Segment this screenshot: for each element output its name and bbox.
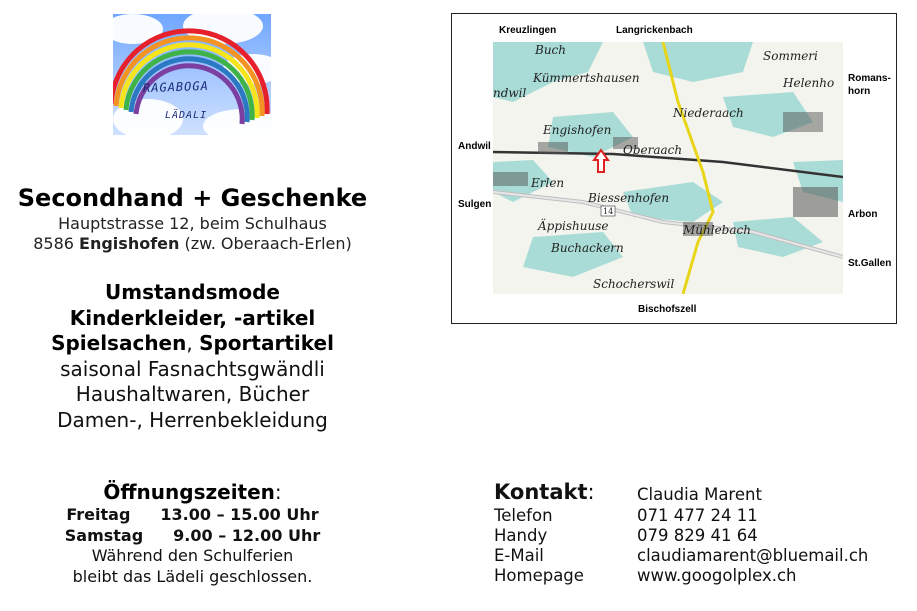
address-plz: 8586 xyxy=(33,234,74,253)
contact-homepage-link[interactable]: www.googolplex.ch xyxy=(637,566,797,585)
map-label-andwil: Andwil xyxy=(458,141,491,152)
contact-mobile[interactable]: 079 829 41 64 xyxy=(637,526,758,545)
hours-row xyxy=(0,526,385,547)
hours-time: 9.00 – 12.00 Uhr xyxy=(173,525,321,545)
map-place-label: Buchackern xyxy=(551,241,624,255)
map-label-kreuzlingen: Kreuzlingen xyxy=(499,25,557,36)
map-place-label: Äppishuuse xyxy=(538,219,609,233)
map-place-label: Buch xyxy=(535,43,566,57)
hours-note2: bleibt das Lädeli geschlossen. xyxy=(72,566,313,586)
address-town: Engishofen xyxy=(79,234,180,253)
hours-table xyxy=(0,505,385,587)
contact-phone[interactable]: 071 477 24 11 xyxy=(637,506,758,525)
item-spielsachen: Spielsachen xyxy=(51,331,187,356)
map-label-bischofszell: Bischofszell xyxy=(638,304,697,315)
hours-colon: : xyxy=(274,480,282,504)
contact-label-email: E-Mail xyxy=(494,546,544,565)
map-place-label: Niederaach xyxy=(673,106,744,120)
road-number: 14 xyxy=(603,207,614,216)
address-line1: Hauptstrasse 12, beim Schulhaus xyxy=(58,214,327,233)
contact-label-handy: Handy xyxy=(494,526,548,545)
map-place-label: Kümmertshausen xyxy=(533,71,640,85)
map-place-label: ndwil xyxy=(493,86,527,100)
logo xyxy=(113,14,271,135)
item-spielsachen-sport xyxy=(0,331,385,357)
map-place-label: Biessenhofen xyxy=(588,191,670,205)
hours-title-text: Öffnungszeiten xyxy=(103,480,275,504)
hours-day: Freitag xyxy=(66,505,131,524)
map-place-label: Schocherswil xyxy=(593,277,675,291)
map-label-stgallen: St.Gallen xyxy=(848,258,892,269)
address-note: (zw. Oberaach-Erlen) xyxy=(184,234,352,253)
contact-name: Claudia Marent xyxy=(637,485,762,504)
hours-row xyxy=(0,505,385,526)
product-list xyxy=(0,280,385,434)
item-sportartikel: Sportartikel xyxy=(199,331,334,356)
contact-colon: : xyxy=(587,480,595,504)
contact-label-homepage: Homepage xyxy=(494,566,584,585)
map-label-sulgen: Sulgen xyxy=(458,199,492,210)
map-place-label: Helenho xyxy=(783,76,835,90)
hours-title xyxy=(0,480,385,504)
hours-time: 13.00 – 15.00 Uhr xyxy=(160,505,319,524)
headline: Secondhand + Geschenke xyxy=(17,184,368,212)
map-label-romanshorn: Romans- xyxy=(848,73,891,84)
map-label-langrickenbach: Langrickenbach xyxy=(616,25,693,36)
map-place-label: Sommeri xyxy=(763,49,818,63)
map-place-label: Oberaach xyxy=(623,143,683,157)
contact-title xyxy=(494,480,595,504)
map-place-label: Erlen xyxy=(531,176,565,190)
map-label-romanshorn: horn xyxy=(848,86,871,97)
item-separator: , xyxy=(186,331,200,356)
map-place-label: Mühlebach xyxy=(683,223,751,237)
map-graphic xyxy=(493,42,843,294)
address-line2 xyxy=(0,234,385,253)
logo-text: RAGABOGA xyxy=(142,78,210,96)
logo-text: LÄDALI xyxy=(165,110,208,121)
contact-email-link[interactable]: claudiamarent@bluemail.ch xyxy=(637,546,869,565)
item-kinderkleider: Kinderkleider, -artikel xyxy=(69,305,316,330)
map-place-label: Engishofen xyxy=(543,123,612,137)
hours-day: Samstag xyxy=(64,525,144,545)
map[interactable] xyxy=(493,42,843,294)
item-fasnacht: saisonal Fasnachtsgwändli xyxy=(60,356,325,381)
item-haushalt: Haushaltwaren, Bücher xyxy=(75,382,310,407)
contact-title-text: Kontakt xyxy=(494,480,588,504)
item-umstandsmode: Umstandsmode xyxy=(105,280,280,304)
item-bekleidung: Damen-, Herrenbekleidung xyxy=(57,407,328,432)
map-label-arbon: Arbon xyxy=(848,209,878,220)
contact-label-telefon: Telefon xyxy=(494,506,553,525)
hours-note1: Während den Schulferien xyxy=(91,546,294,565)
